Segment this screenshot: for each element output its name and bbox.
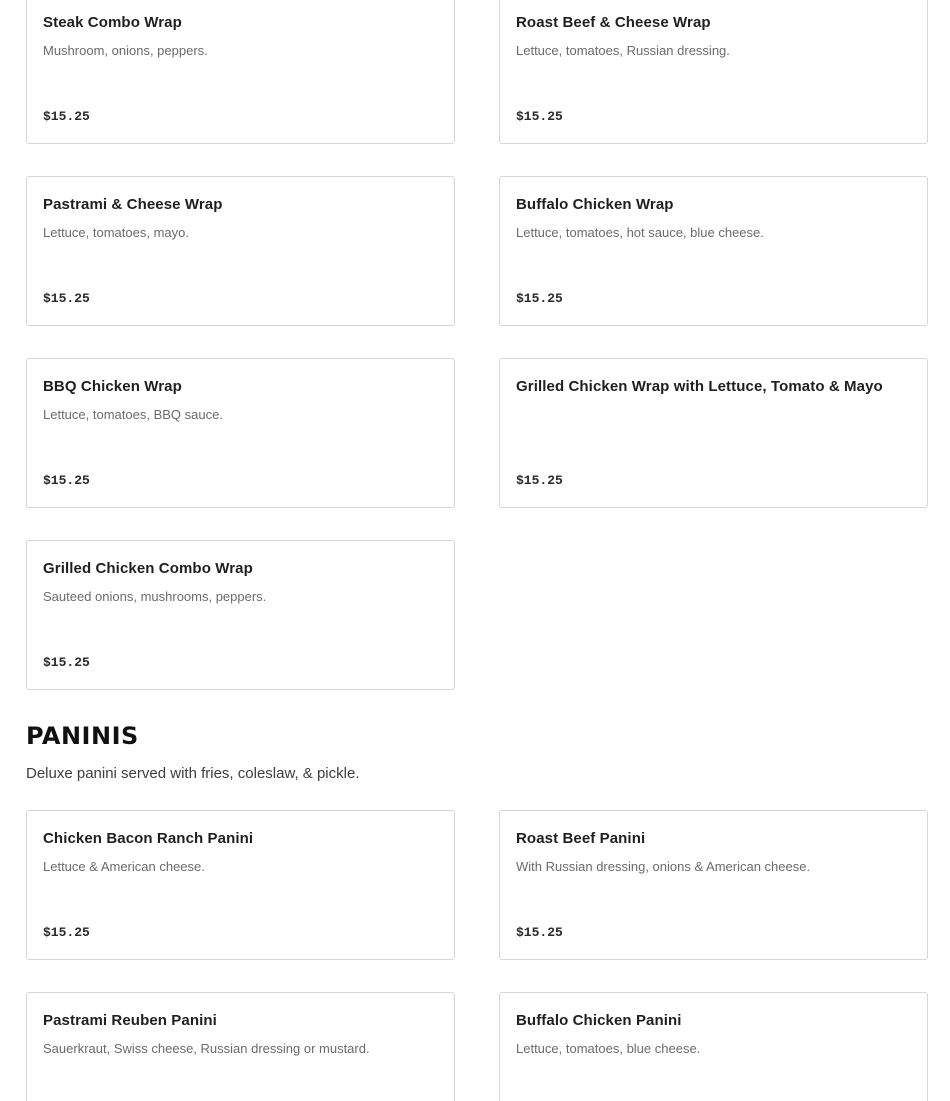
item-description: Sauteed onions, mushrooms, peppers. [43, 589, 267, 604]
item-name: Roast Beef Panini [516, 830, 646, 847]
item-price: $15.25 [516, 473, 563, 488]
item-description: Lettuce, tomatoes, Russian dressing. [516, 43, 730, 58]
item-name: Buffalo Chicken Panini [516, 1012, 682, 1029]
item-description: Lettuce, tomatoes, BBQ sauce. [43, 407, 223, 422]
item-price: $15.25 [43, 473, 90, 488]
section-title: PANINIS [26, 722, 139, 750]
item-price: $15.25 [516, 291, 563, 306]
menu-item-card[interactable] [26, 358, 455, 508]
item-price: $15.25 [43, 925, 90, 940]
item-price: $15.25 [516, 925, 563, 940]
menu-item-card[interactable] [499, 810, 928, 960]
item-price: $15.25 [516, 109, 563, 124]
section-description: Deluxe panini served with fries, coleslaw, & pickle. [26, 765, 360, 782]
paninis-grid [26, 810, 928, 1101]
item-name: BBQ Chicken Wrap [43, 378, 182, 395]
item-description: Lettuce, tomatoes, hot sauce, blue cheese. [516, 225, 764, 240]
item-name: Pastrami Reuben Panini [43, 1012, 217, 1029]
item-name: Buffalo Chicken Wrap [516, 196, 674, 213]
menu-item-card[interactable] [499, 992, 928, 1101]
item-description: Mushroom, onions, peppers. [43, 43, 208, 58]
menu-item-card[interactable] [26, 0, 455, 144]
item-name: Grilled Chicken Combo Wrap [43, 560, 253, 577]
item-name: Pastrami & Cheese Wrap [43, 196, 223, 213]
menu-item-card[interactable] [499, 0, 928, 144]
menu-item-card[interactable] [26, 992, 455, 1101]
item-price: $15.25 [43, 109, 90, 124]
menu-item-card[interactable] [26, 176, 455, 326]
wraps-grid [26, 0, 928, 690]
item-name: Grilled Chicken Wrap with Lettuce, Tomato & Mayo [516, 378, 883, 395]
item-description: Sauerkraut, Swiss cheese, Russian dressing or mustard. [43, 1041, 370, 1056]
item-description: Lettuce & American cheese. [43, 859, 205, 874]
item-description: Lettuce, tomatoes, mayo. [43, 225, 189, 240]
menu-item-card[interactable] [499, 176, 928, 326]
item-description: With Russian dressing, onions & American cheese. [516, 859, 811, 874]
item-name: Chicken Bacon Ranch Panini [43, 830, 254, 847]
item-price: $15.25 [43, 655, 90, 670]
item-name: Roast Beef & Cheese Wrap [516, 14, 711, 31]
item-name: Steak Combo Wrap [43, 14, 182, 31]
menu-item-card[interactable] [26, 810, 455, 960]
menu-item-card[interactable] [499, 358, 928, 508]
item-description: Lettuce, tomatoes, blue cheese. [516, 1041, 701, 1056]
item-price: $15.25 [43, 291, 90, 306]
menu-item-card[interactable] [26, 540, 455, 690]
